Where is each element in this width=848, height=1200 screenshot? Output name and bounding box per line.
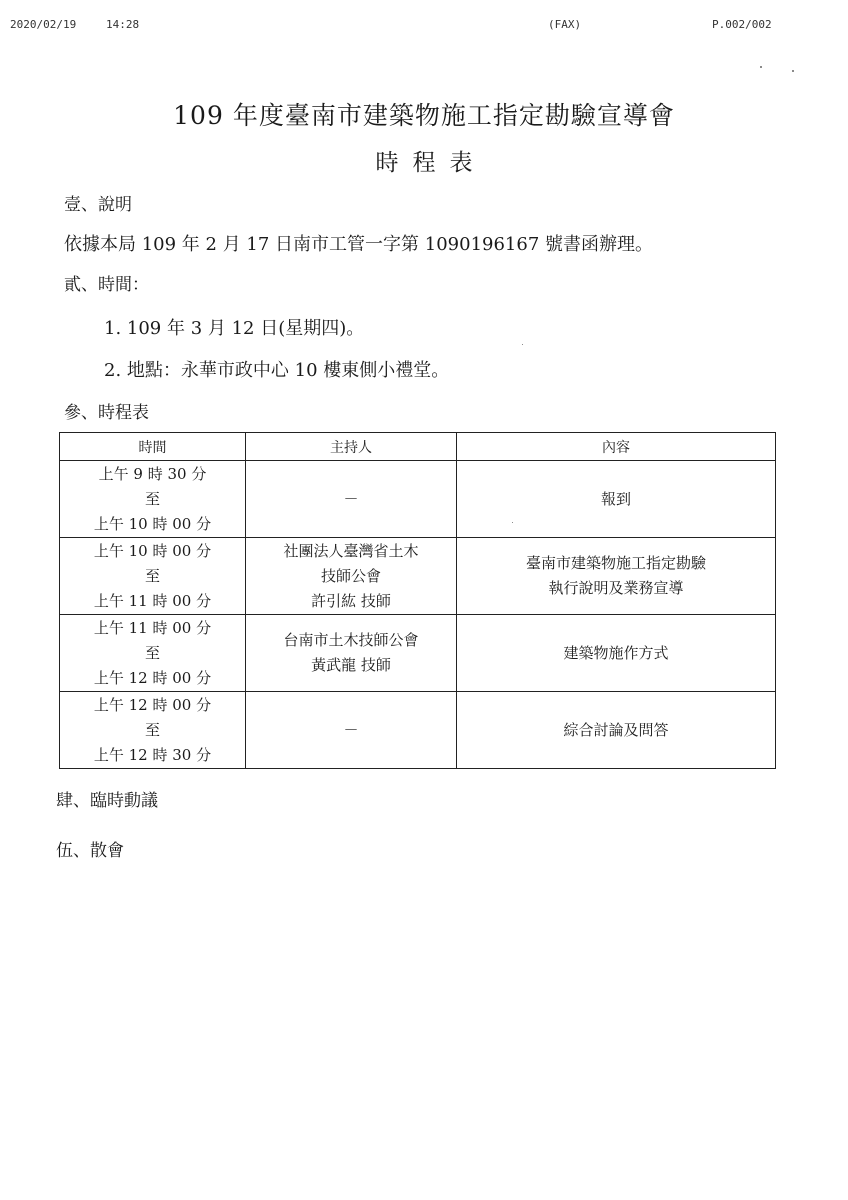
time-separator: 至 bbox=[144, 643, 160, 662]
content-cell bbox=[457, 538, 776, 615]
time-cell bbox=[60, 615, 246, 692]
host-cell bbox=[246, 692, 457, 769]
content-line: 報到 bbox=[600, 489, 631, 508]
time-start: 上午 9 時 30 分 bbox=[98, 464, 207, 483]
time-start: 上午 10 時 00 分 bbox=[93, 541, 212, 560]
section4-heading: 肆、臨時動議 bbox=[56, 791, 158, 811]
time-start: 上午 12 時 00 分 bbox=[93, 695, 212, 714]
fax-header bbox=[0, 18, 848, 36]
host-line: 技師公會 bbox=[320, 566, 381, 585]
time-separator: 至 bbox=[144, 566, 160, 585]
fax-date: 2020/02/19 bbox=[10, 18, 77, 31]
time-end: 上午 11 時 00 分 bbox=[93, 591, 212, 610]
section2-location-item: 2. 地點：永華市政中心 10 樓東側小禮堂。 bbox=[104, 360, 450, 381]
document-subtitle: 時程表 bbox=[375, 150, 487, 176]
time-separator: 至 bbox=[144, 489, 160, 508]
section5-heading: 伍、散會 bbox=[56, 841, 124, 861]
content-line: 建築物施作方式 bbox=[563, 643, 669, 662]
time-cell bbox=[60, 692, 246, 769]
content-line: 臺南市建築物施工指定勘驗 bbox=[525, 554, 706, 572]
document-title: 109 年度臺南市建築物施工指定勘驗宣導會 bbox=[173, 101, 675, 130]
scan-speck bbox=[512, 522, 513, 523]
schedule-row bbox=[60, 461, 776, 538]
header-time: 時間 bbox=[60, 433, 246, 461]
host-cell bbox=[246, 461, 457, 538]
time-end: 上午 10 時 00 分 bbox=[93, 514, 212, 533]
header-content: 內容 bbox=[457, 433, 776, 461]
content-line: 執行說明及業務宣導 bbox=[548, 579, 684, 597]
header-host: 主持人 bbox=[246, 433, 457, 461]
schedule-table bbox=[59, 432, 776, 769]
time-end: 上午 12 時 30 分 bbox=[93, 745, 212, 764]
host-line: 社團法人臺灣省土木 bbox=[283, 541, 419, 560]
host-cell bbox=[246, 538, 457, 615]
host-line: 許引紘 技師 bbox=[311, 591, 391, 610]
schedule-row bbox=[60, 615, 776, 692]
scan-speck bbox=[760, 66, 762, 68]
section2-date-item: 1. 109 年 3 月 12 日(星期四)。 bbox=[104, 318, 365, 339]
time-end: 上午 12 時 00 分 bbox=[93, 668, 212, 687]
host-line: 黃武龍 技師 bbox=[311, 656, 391, 674]
fax-mode: (FAX) bbox=[548, 18, 582, 31]
section1-heading: 壹、說明 bbox=[64, 195, 132, 215]
scan-speck bbox=[792, 70, 794, 72]
section2-heading: 貳、時間： bbox=[64, 275, 149, 295]
time-cell bbox=[60, 538, 246, 615]
fax-time: 14:28 bbox=[106, 18, 140, 31]
schedule-header-row bbox=[60, 433, 776, 461]
scan-speck bbox=[522, 344, 523, 345]
host-line: － bbox=[343, 489, 359, 508]
host-cell bbox=[246, 615, 457, 692]
section3-heading: 參、時程表 bbox=[64, 403, 149, 423]
time-cell bbox=[60, 461, 246, 538]
schedule-row bbox=[60, 538, 776, 615]
content-cell bbox=[457, 461, 776, 538]
time-separator: 至 bbox=[144, 720, 160, 739]
content-cell bbox=[457, 692, 776, 769]
fax-page-number: P.002/002 bbox=[712, 18, 772, 31]
host-line: 台南市土木技師公會 bbox=[283, 631, 419, 649]
section1-body: 依據本局 109 年 2 月 17 日南市工管一字第 1090196167 號書函辦理。 bbox=[64, 234, 654, 255]
content-line: 綜合討論及問答 bbox=[563, 720, 669, 739]
time-start: 上午 11 時 00 分 bbox=[93, 618, 212, 637]
content-cell bbox=[457, 615, 776, 692]
schedule-row bbox=[60, 692, 776, 769]
host-line: － bbox=[343, 720, 359, 739]
